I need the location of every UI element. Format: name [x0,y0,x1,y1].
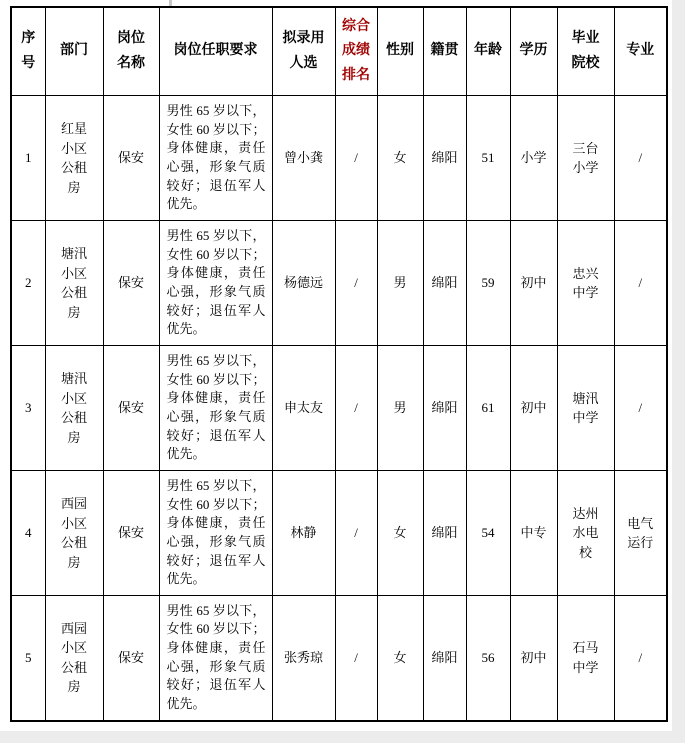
cell-major [614,96,667,221]
cell-department [45,596,103,721]
major-text: / [638,400,643,416]
cell-position: 保安 [103,221,159,346]
cell-candidate: 申太友 [272,346,335,471]
department-text: 西园小区公租房 [60,620,87,695]
cell-education: 中专 [510,471,557,596]
header-cell-rank [335,7,377,96]
header-cell-native-place [423,7,466,96]
major-text: / [638,150,643,166]
school-text: 塘汛中学 [572,390,599,425]
cell-department [45,221,103,346]
cell-native-place: 绵阳 [423,96,466,221]
cell-school [557,346,614,471]
cell-native-place: 绵阳 [423,596,466,721]
header-label: 学历 [519,43,548,59]
cell-position: 保安 [103,96,159,221]
header-label: 毕业院校 [571,31,600,71]
header-label: 籍贯 [430,43,459,59]
cell-department [45,471,103,596]
header-cell-candidate [272,7,335,96]
table-row [11,596,667,721]
cell-major [614,221,667,346]
table-row [11,221,667,346]
recruitment-table [10,6,668,722]
cell-school [557,221,614,346]
header-cell-age [466,7,510,96]
header-cell-gender [377,7,423,96]
cell-education: 初中 [510,221,557,346]
cell-position: 保安 [103,471,159,596]
cell-native-place: 绵阳 [423,471,466,596]
major-text: 电气运行 [627,515,654,550]
table-row [11,471,667,596]
cell-position: 保安 [103,596,159,721]
cell-age: 59 [466,221,510,346]
cell-gender: 女 [377,96,423,221]
cell-requirements: 男性 65 岁以下，女性 60 岁以下；身体健康，责任心强，形象气质较好；退伍军人优先。 [159,96,272,221]
school-text: 石马中学 [572,640,599,675]
cell-age: 61 [466,346,510,471]
cell-serial: 4 [11,471,45,596]
cell-gender: 男 [377,221,423,346]
cell-requirements: 男性 65 岁以下，女性 60 岁以下；身体健康，责任心强，形象气质较好；退伍军人优先。 [159,471,272,596]
cell-gender: 男 [377,346,423,471]
header-label: 年龄 [474,43,502,59]
header-cell-position-name [103,7,159,96]
header-cell-major [614,7,667,96]
cell-serial: 2 [11,221,45,346]
header-cell-serial [11,7,45,96]
cell-department [45,346,103,471]
cell-age: 51 [466,96,510,221]
cell-school [557,96,614,221]
header-label: 专业 [626,43,655,59]
cell-gender: 女 [377,471,423,596]
department-text: 红星小区公租房 [60,121,87,195]
cell-education: 初中 [510,596,557,721]
cell-age: 56 [466,596,510,721]
cell-school [557,596,614,721]
cell-rank: / [335,96,377,221]
department-text: 塘汛小区公租房 [60,371,87,445]
cell-candidate: 张秀琼 [272,596,335,721]
cell-native-place: 绵阳 [423,221,466,346]
header-label: 部门 [60,43,88,59]
cell-rank: / [335,346,377,471]
cell-candidate: 曾小龚 [272,96,335,221]
cell-education: 初中 [510,346,557,471]
table-row [11,96,667,221]
header-label: 拟录用人选 [282,31,325,71]
cell-department [45,96,103,221]
cell-requirements: 男性 65 岁以下，女性 60 岁以下；身体健康，责任心强，形象气质较好；退伍军人优先。 [159,596,272,721]
cell-rank: / [335,221,377,346]
cell-major [614,346,667,471]
header-label-rank: 综合成绩排名 [342,18,370,83]
header-label: 性别 [386,43,414,59]
header-cell-department [45,7,103,96]
school-text: 忠兴中学 [572,265,599,300]
cell-gender: 女 [377,596,423,721]
cell-school [557,471,614,596]
header-label: 序号 [21,31,36,71]
cell-serial: 1 [11,96,45,221]
cell-candidate: 杨德远 [272,221,335,346]
cell-age: 54 [466,471,510,596]
header-row [11,7,667,96]
department-text: 西园小区公租房 [60,496,87,570]
cell-native-place: 绵阳 [423,346,466,471]
cell-position: 保安 [103,346,159,471]
major-text: / [638,650,643,665]
cell-major [614,471,667,596]
cell-candidate: 林静 [272,471,335,596]
header-cell-school [557,7,614,96]
cell-rank: / [335,596,377,721]
major-text: / [638,275,643,291]
cell-requirements: 男性 65 岁以下，女性 60 岁以下；身体健康，责任心强，形象气质较好；退伍军人优先。 [159,346,272,471]
header-cell-requirements [159,7,272,96]
cell-serial: 5 [11,596,45,721]
header-label: 岗位任职要求 [173,43,258,59]
cell-major [614,596,667,721]
cell-serial: 3 [11,346,45,471]
header-cell-education [510,7,557,96]
cell-requirements: 男性 65 岁以下，女性 60 岁以下；身体健康，责任心强，形象气质较好；退伍军人优先。 [159,221,272,346]
cell-rank: / [335,471,377,596]
table-row [11,346,667,471]
school-text: 三台小学 [572,140,599,175]
department-text: 塘汛小区公租房 [60,246,87,320]
cell-education: 小学 [510,96,557,221]
school-text: 达州水电校 [572,505,599,560]
header-label: 岗位名称 [117,31,145,71]
